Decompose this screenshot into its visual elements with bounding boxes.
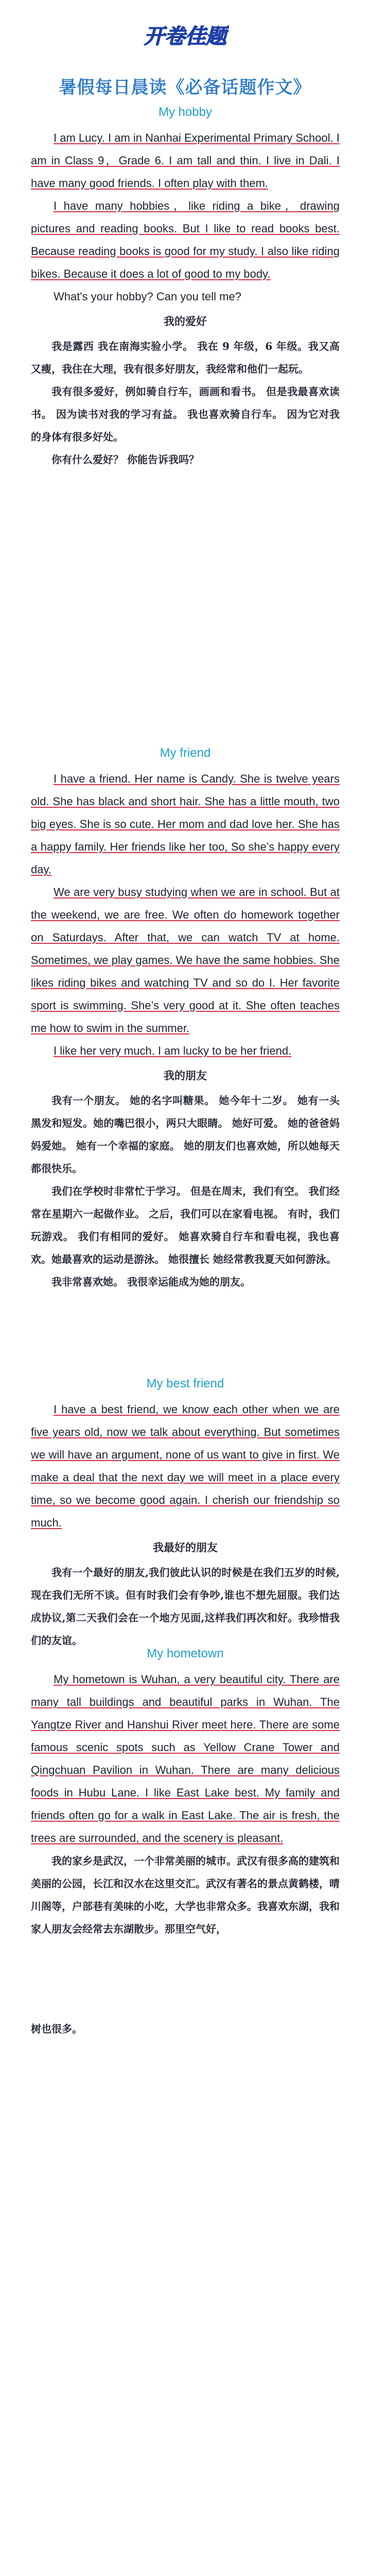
cn-paragraph: 我有一个最好的朋友,我们彼此认识的时候是在我们五岁的时候,现在我们无所不谈。但有时我们会有争吵,谁也不想先屈服。我们达成协议,第二天我们会在一个地方见面,这样我们再次和好。我珍惜我们的友谊。 [31,1566,340,1647]
cn-paragraph: 我有一个朋友。 她的名字叫糖果。 她今年十二岁。 她有一头黑发和短发。她的嘴巴很小，两只大眼睛。 她好可爱。 她的爸爸妈妈爱她。 她有一个幸福的家庭。 她的朋友们也喜欢她，所以她每天都很快乐。 [31,1094,340,1175]
en-paragraph: My hometown is Wuhan, a very beautiful city. There are many tall buildings and beautiful parks in Wuhan. The Yangtze River and Hanshui River meet here. There are some famous scenic spots such as Yellow Crane Tower and Qingchuan Pavilion in Wuhan. There are many delicious foods in Hubu Lane. I like East Lake best. My family and friends often go for a walk in East Lake. The air is fresh, the trees are surrounded, and the scenery is pleasant. [31,1673,340,1844]
en-paragraph: I like her very much. I am lucky to be her friend. [54,1044,292,1057]
cn-title: 我的朋友 [164,1069,207,1082]
cn-paragraph: 我非常喜欢她。 我很幸运能成为她的朋友。 [51,1276,251,1288]
section-title: My best friend [146,1377,224,1391]
logo-graphic [142,22,229,49]
en-paragraph: We are very busy studying when we are in school. But at the weekend, we are free. We often do homework together on Saturdays. After that, we can watch TV at home. Sometimes, we play games. We have the same hobbies. She likes riding bikes and watching TV and so do I. Her favorite sport is swimming. She’s very good at it. She often teaches me how to swim in the summer. [31,886,340,1035]
page-title: 暑假每日晨读《必备话题作文》 [59,77,311,98]
section-title: My hobby [158,105,213,119]
section-title: My hometown [147,1647,224,1660]
cn-paragraph: 我有很多爱好，例如骑自行车，画画和看书。 但是我最喜欢读书。 因为读书对我的学习有益。 我也喜欢骑自行车。 因为它对我的身体有很多好处。 [31,385,340,443]
section-my-friend [31,746,340,1293]
cn-title: 我最好的朋友 [153,1541,218,1554]
cn-paragraph: 你有什么爱好？ 你能告诉我吗？ [51,453,199,466]
logo [0,22,370,52]
en-paragraph: I have a friend. Her name is Candy. She is twelve years old. She has black and short hair. She has a little mouth, two big eyes. She is so cute. Her mom and dad love her. She has a happy family. Her friends like her too, So she’s happy every day. [31,772,340,876]
cn-paragraph: 我的家乡是武汉，一个非常美丽的城市。武汉有很多高的建筑和美丽的公园，长江和汉水在这里交汇。武汉有著名的景点黄鹤楼，晴川阁等，户部巷有美味的小吃，大学也非常众多。我喜欢东湖，我和家人朋友会经常去东湖散步。那里空气好， [31,1855,340,1935]
en-paragraph: I have many hobbies，like riding a bike，drawing pictures and reading books. But I like to read books best. Because reading books is good for my study. I also like riding bikes. Because it does a lot of good to my body. [31,199,340,280]
en-paragraph: What's your hobby? Can you tell me? [54,290,241,303]
en-paragraph: I have a best friend, we know each other when we are five years old, now we talk about everything. But sometimes we will have an argument, none of us want to give in first. We make a deal that the next day we will meet in a place every time, so we become good again. I cherish our friendship so much. [31,1403,340,1529]
section-my-hometown [31,1647,340,2040]
section-my-best-friend [31,1377,340,1652]
cn-paragraph: 树也很多。 [31,2023,82,2035]
cn-title: 我的爱好 [164,315,207,328]
section-my-hobby [31,105,340,471]
cn-paragraph: 我是露西 我在南海实验小学。 我在 9 年级，6 年级。我又高又瘦，我住在大理，我有很多好朋友，我经常和他们一起玩。 [31,340,340,375]
logo-text: 开卷佳题 [144,25,226,48]
section-title: My friend [160,746,211,760]
cn-paragraph: 我们在学校时非常忙于学习。 但是在周末，我们有空。 我们经常在星期六一起做作业。 之后，我们可以在家看电视。 有时，我们玩游戏。 我们有相同的爱好。 她喜欢骑自行车和看电视，我也喜欢。她最喜欢的运动是游泳。 她很擅长 她经常教我夏天如何游泳。 [31,1185,340,1265]
en-paragraph: I am Lucy. I am in Nanhai Experimental Primary School. I am in Class 9，Grade 6. I am tall and thin. I live in Dali. I have many good friends. I often play with them. [31,131,340,190]
